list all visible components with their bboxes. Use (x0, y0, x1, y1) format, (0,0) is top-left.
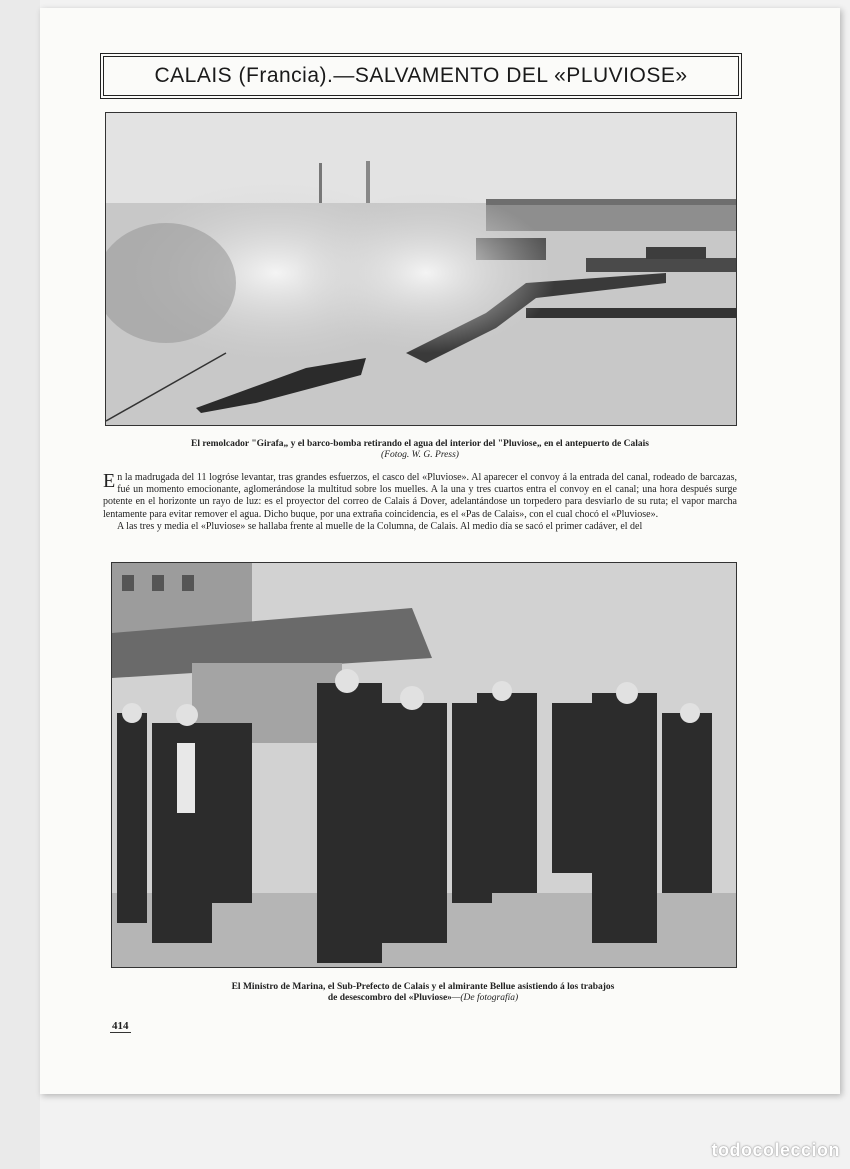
officials-photo (111, 562, 737, 968)
watermark: todocoleccion (711, 1140, 840, 1160)
officials-photo-caption (111, 982, 735, 1004)
article-body (103, 472, 737, 533)
page-margin (0, 0, 40, 1169)
article-paragraph-1: n la madrugada del 11 logróse levantar, tras grandes esfuerzos, el casco del «Pluviose». Al aparecer el convoy á la entrada del canal, rodeado de barcazas, fué un momento emocionante, aglomerándose la multitud sobre los muelles. A la una y tres cuartos entra el convoy en el canal; una hora después surge potente en el horizonte un rayo de luz: es el proyector del correo de Calais á Dover, adelantándose un torpedero para desviarlo de su ruta; el vapor marcha lentamente para evitar remover el agua. Dicho buque, por una extraña coincidencia, es el «Pas de Calais», con el cual chocó el «Pluviose». (103, 472, 737, 520)
officials-photo-credit: —(De fotografía) (451, 993, 519, 1003)
officials-caption-line-2: de desescombro del «Pluviose» (327, 993, 452, 1003)
officials-caption-line-1: El Ministro de Marina, el Sub-Prefecto de Calais y el almirante Bellue asistiendo á los trabajos (231, 982, 615, 992)
harbor-caption-text: El remolcador "Girafa„ y el barco-bomba retirando el agua del interior del "Pluviose„ en el antepuerto de Calais (191, 439, 649, 449)
drop-cap: E (103, 470, 116, 492)
harbor-photo-caption (105, 439, 735, 461)
page-number: 414 (112, 1020, 129, 1032)
title-frame (103, 56, 739, 96)
officials-illustration (112, 563, 736, 967)
harbor-photo (105, 112, 737, 426)
harbor-illustration (106, 113, 736, 425)
page-title: CALAIS (Francia).—SALVAMENTO DEL «PLUVIOSE» (154, 64, 688, 87)
article-paragraph-2: A las tres y media el «Pluviose» se hallaba frente al muelle de la Columna, de Calais. Al medio día se sacó el primer cadáver, el del (117, 520, 643, 532)
harbor-photo-credit: (Fotog. W. G. Press) (381, 450, 459, 460)
